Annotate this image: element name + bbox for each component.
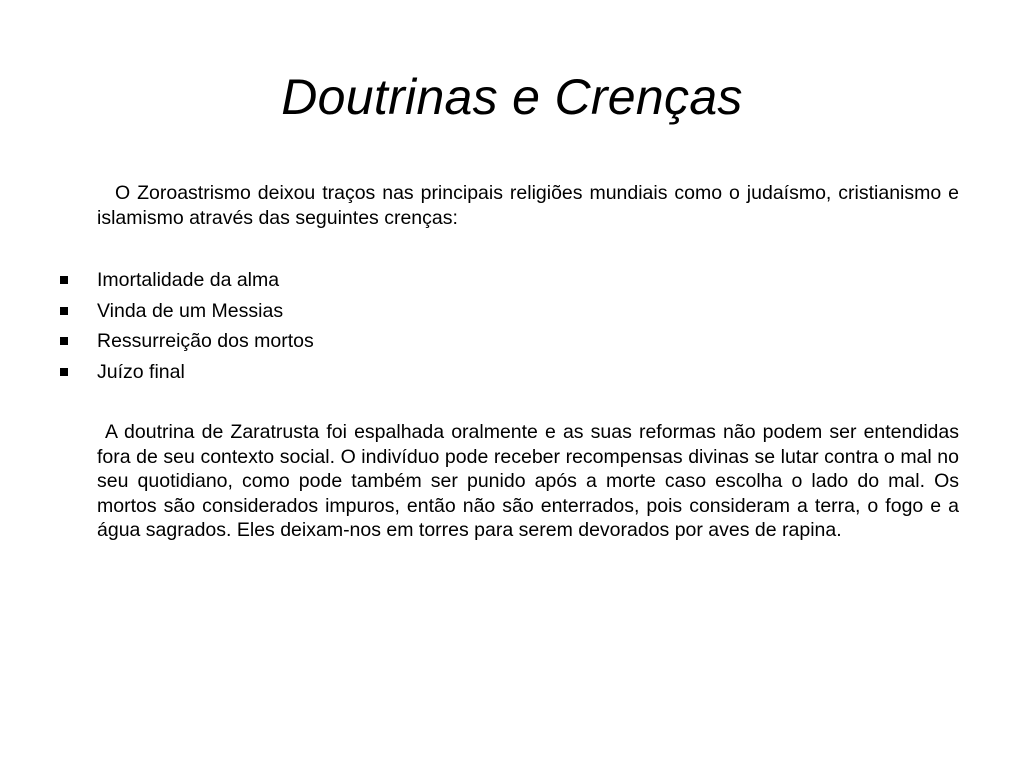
list-item [97, 265, 959, 296]
list-item-label: Ressurreição dos mortos [97, 330, 314, 353]
square-bullet-icon [60, 368, 68, 376]
square-bullet-icon [60, 307, 68, 315]
square-bullet-icon [60, 276, 68, 284]
list-item-label: Vinda de um Messias [97, 299, 284, 322]
intro-paragraph: O Zoroastrismo deixou traços nas principais religiões mundiais como o judaísmo, cristianismo e islamismo através das seguintes crenças: [97, 182, 959, 229]
list-item [97, 326, 959, 357]
list-item [97, 296, 959, 327]
beliefs-list [97, 265, 959, 388]
square-bullet-icon [60, 337, 68, 345]
list-item-label: Juízo final [97, 361, 185, 384]
list-item [97, 357, 959, 388]
closing-paragraph: A doutrina de Zaratrusta foi espalhada oralmente e as suas reformas não podem ser entendidas fora de seu contexto social. O indivíduo pode receber recompensas divinas se lutar contra o mal no seu quotidiano, como pode também ser punido após a morte caso escolha o lado do mal. Os mortos são considerados impuros, então não são enterrados, pois consideram a terra, o fogo e a água sagrados. Eles deixam-nos em torres para serem devorados por aves de rapina. [97, 421, 959, 541]
list-item-label: Imortalidade da alma [97, 269, 280, 291]
slide-title: Doutrinas e Crenças [281, 69, 743, 125]
